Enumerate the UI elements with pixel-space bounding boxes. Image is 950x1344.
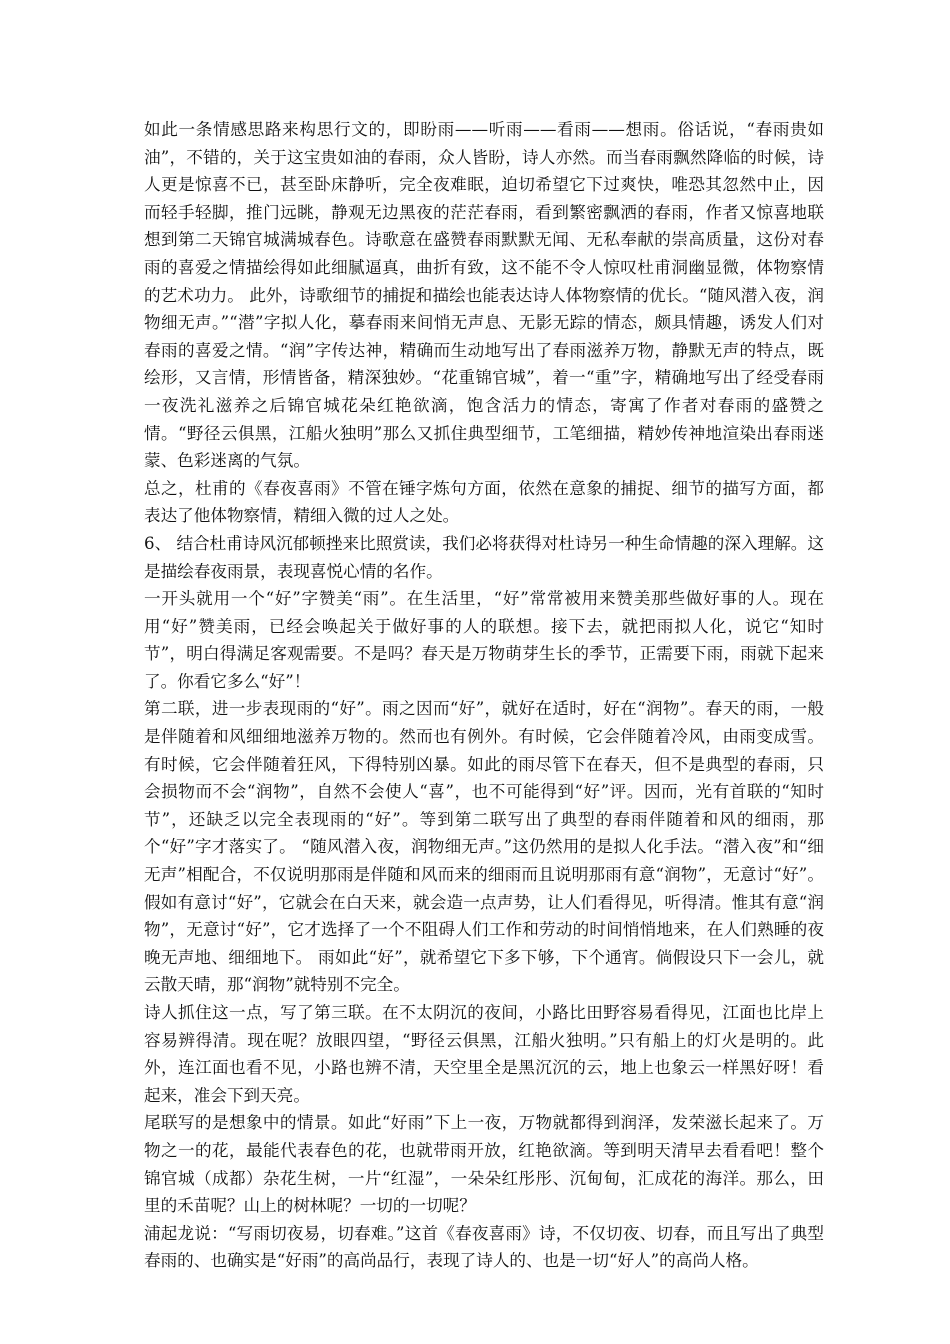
paragraph-final-couplet: 尾联写的是想象中的情景。如此“好雨”下上一夜，万物就都得到润泽，发荣滋长起来了。万物之一的花，最能代表春色的花，也就带雨开放，红艳欲滴。等到明天清早去看看吧！整个锦官城（成都）杂花生树，一片“红湿”，一朵朵红彤彤、沉甸甸，汇成花的海洋。那么，田里的禾苗呢？山上的树林呢？一切的一切呢？ [144,1113,824,1216]
paragraph-first-couplet: 一开头就用一个“好”字赞美“雨”。在生活里，“好”常常被用来赞美那些做好事的人。现在用“好”赞美雨，已经会唤起关于做好事的人的联想。接下去，就把雨拟人化，说它“知时节”，明白得满足客观需要。不是吗？春天是万物萌芽生长的季节，正需要下雨，雨就下起来了。你看它多么“好”！ [144,589,824,691]
paragraph-conclusion: 浦起龙说：“写雨切夜易，切春难。”这首《春夜喜雨》诗，不仅切夜、切春，而且写出了典型春雨的、也确实是“好雨”的高尚品行，表现了诗人的、也是一切“好人”的高尚人格。 [144,1223,824,1271]
paragraph-third-couplet: 诗人抓住这一点，写了第三联。在不太阴沉的夜间，小路比田野容易看得见，江面也比岸上容易辨得清。现在呢？放眼四望，“野径云俱黑，江船火独明。”只有船上的灯火是明的。此外，连江面也看不见，小路也辨不清，天空里全是黑沉沉的云，地上也象云一样黑好呀！看起来，准会下到天亮。 [144,1003,824,1105]
paragraph-item-6: 6、 结合杜甫诗风沉郁顿挫来比照赏读，我们必将获得对杜诗另一种生命情趣的深入理解。这是描绘春夜雨景，表现喜悦心情的名作。 [144,533,824,581]
paragraph-poem-analysis: 如此一条情感思路来构思行文的，即盼雨——听雨——看雨——想雨。俗话说，“春雨贵如油”，不错的，关于这宝贵如油的春雨，众人皆盼，诗人亦然。而当春雨飘然降临的时候，诗人更是惊喜不已，甚至卧床静听，完全夜难眠，迫切希望它下过爽快，唯恐其忽然中止，因而轻手轻脚，推门远眺，静观无边黑夜的茫茫春雨，看到繁密飘洒的春雨，作者又惊喜地联想到第二天锦官城满城春色。诗歌意在盛赞春雨默默无闻、无私奉献的崇高质量，这份对春雨的喜爱之情描绘得如此细腻逼真，曲折有致，这不能不令人惊叹杜甫洞幽显微，体物察情的艺术功力。 此外，诗歌细节的捕捉和描绘也能表达诗人体物察情的优长。“随风潜入夜，润物细无声。”“潜”字拟人化，摹春雨来间悄无声息、无影无踪的情态，颇具情趣，诱发人们对春雨的喜爱之情。“润”字传达神，精确而生动地写出了春雨滋养万物，静默无声的特点，既绘形，又言情，形情皆备，精深独妙。“花重锦官城”，着一“重”字，精确地写出了经受春雨一夜洗礼滋养之后锦官城花朵红艳欲滴，饱含活力的情态，寄寓了作者对春雨的盛赞之情。“野径云俱黑，江船火独明”那么又抓住典型细节，工笔细描，精妙传神地渲染出春雨迷蒙、色彩迷离的气氛。 [144,120,824,471]
document-body [144,116,824,1275]
paragraph-second-couplet: 第二联，进一步表现雨的“好”。雨之因而“好”，就好在适时，好在“润物”。春天的雨，一般是伴随着和风细细地滋养万物的。然而也有例外。有时候，它会伴随着冷风，由雨变成雪。有时候，它会伴随着狂风，下得特别凶暴。如此的雨尽管下在春天，但不是典型的春雨，只会损物而不会“润物”，自然不会使人“喜”，也不可能得到“好”评。因而，光有首联的“知时节”，还缺乏以完全表现雨的“好”。等到第二联写出了典型的春雨伴随着和风的细雨，那个“好”字才落实了。 “随风潜入夜，润物细无声。”这仍然用的是拟人化手法。“潜入夜”和“细无声”相配合，不仅说明那雨是伴随和风而来的细雨而且说明那雨有意“润物”，无意讨“好”。假如有意讨“好”，它就会在白天来，就会造一点声势，让人们看得见，听得清。惟其有意“润物”，无意讨“好”，它才选择了一个不阻碍人们工作和劳动的时间悄悄地来，在人们熟睡的夜晚无声地、细细地下。 雨如此“好”，就希望它下多下够，下个通宵。倘假设只下一会儿，就云散天晴，那“润物”就特别不完全。 [144,699,824,995]
paragraph-summary: 总之，杜甫的《春夜喜雨》不管在锤字炼句方面，依然在意象的捕捉、细节的描写方面，都表达了他体物察情，精细入微的过人之处。 [144,478,824,526]
